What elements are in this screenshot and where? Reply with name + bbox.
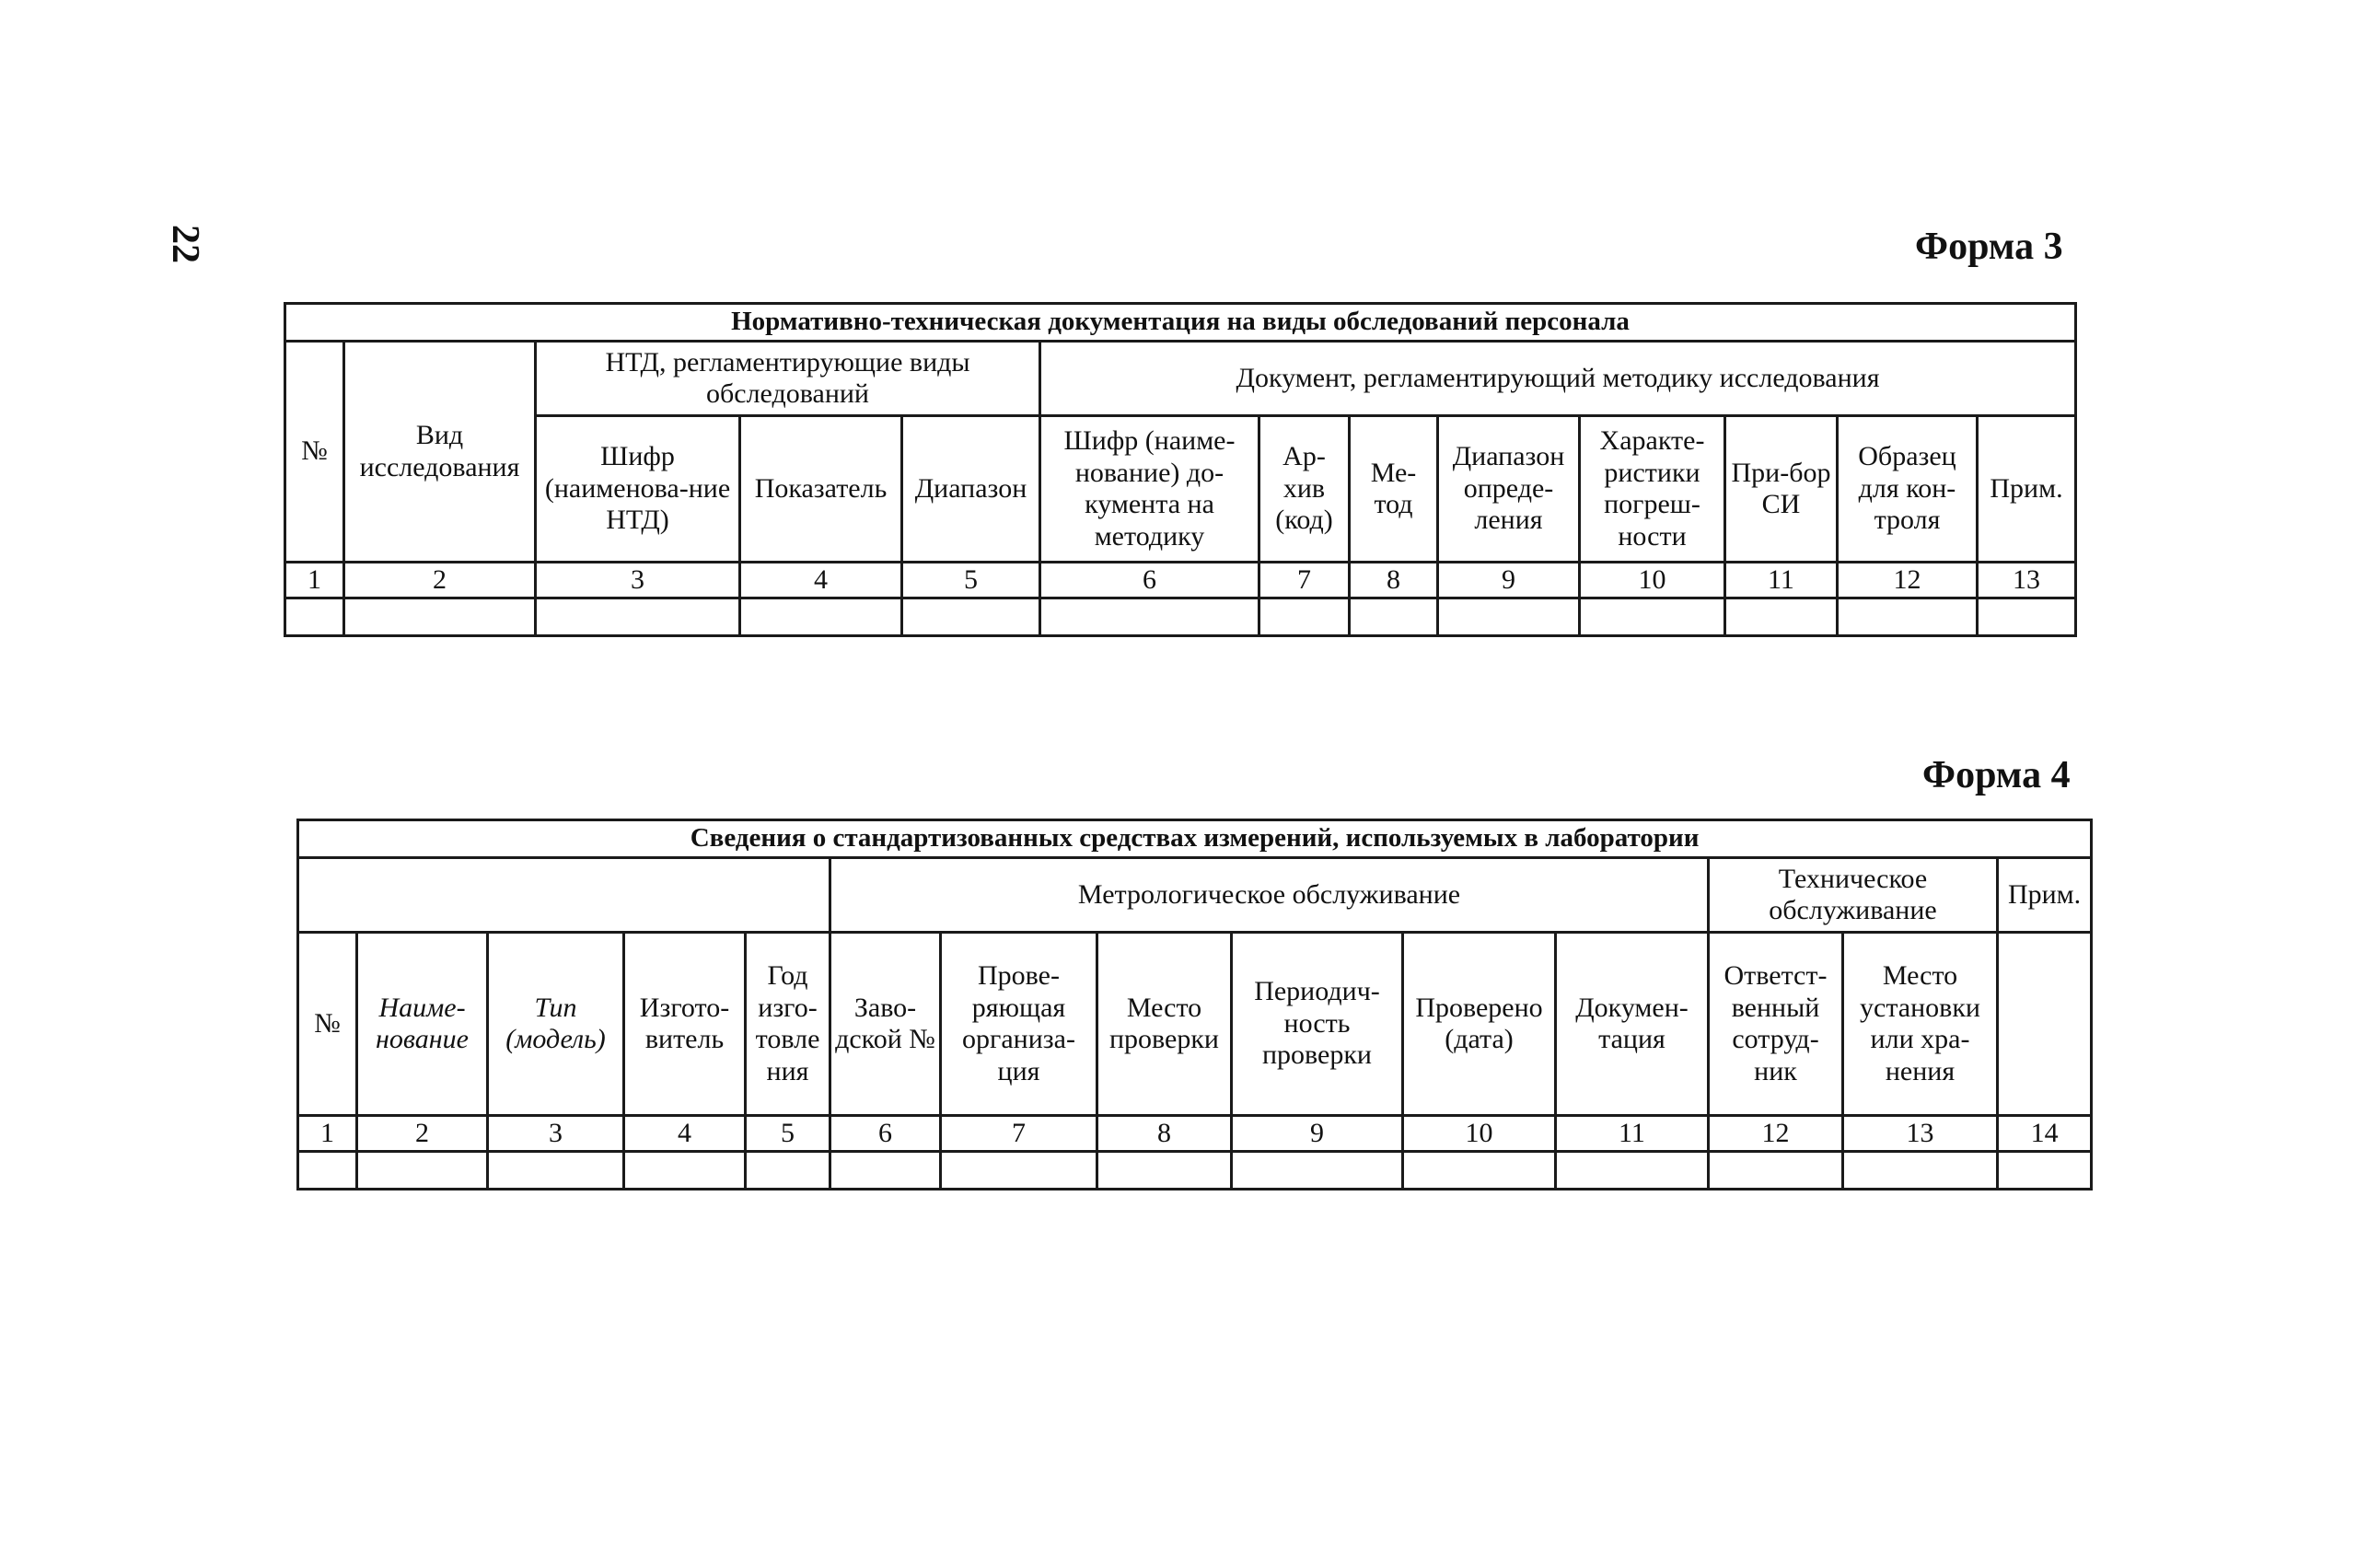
col-range-header: Диапазон xyxy=(902,416,1040,563)
col-study-type-header: Вид исследования xyxy=(344,342,536,563)
column-number: 13 xyxy=(1978,563,2076,598)
form4-title: Сведения о стандартизованных средствах измерений, используемых в лаборатории xyxy=(298,820,2092,858)
col-determination-range-header: Диапазон опреде-ления xyxy=(1438,416,1580,563)
column-number: 8 xyxy=(1350,563,1438,598)
column-number: 5 xyxy=(746,1116,830,1152)
column-number: 10 xyxy=(1580,563,1725,598)
col-instrument-header: При-бор СИ xyxy=(1725,416,1838,563)
column-number: 9 xyxy=(1438,563,1580,598)
col-note-header: Прим. xyxy=(1978,416,2076,563)
col-note-blank-header xyxy=(1998,933,2092,1116)
column-number: 2 xyxy=(357,1116,488,1152)
page-number: 22 xyxy=(164,225,206,263)
column-number: 1 xyxy=(298,1116,357,1152)
group-metrology-header: Метрологическое обслуживание xyxy=(830,858,1709,933)
column-number: 7 xyxy=(1259,563,1350,598)
form3-title: Нормативно-техническая документация на виды обследований персонала xyxy=(285,304,2076,342)
column-number: 4 xyxy=(624,1116,746,1152)
col-number-header: № xyxy=(285,342,344,563)
form3-empty-row xyxy=(285,598,2076,636)
column-number: 2 xyxy=(344,563,536,598)
column-number: 6 xyxy=(1040,563,1259,598)
group-technical-header: Техническое обслуживание xyxy=(1709,858,1998,933)
col-periodicity-header: Периодич-ность проверки xyxy=(1232,933,1403,1116)
col-control-sample-header: Образец для кон-троля xyxy=(1838,416,1978,563)
column-number: 7 xyxy=(941,1116,1097,1152)
column-number: 12 xyxy=(1709,1116,1843,1152)
col-name-header: Наиме-нование xyxy=(357,933,488,1116)
column-number: 8 xyxy=(1097,1116,1232,1152)
column-number: 6 xyxy=(830,1116,941,1152)
column-number: 9 xyxy=(1232,1116,1403,1152)
col-installation-place-header: Место установки или хра-нения xyxy=(1843,933,1998,1116)
col-verification-place-header: Место проверки xyxy=(1097,933,1232,1116)
group-method-doc-header: Документ, регламентирующий методику исследования xyxy=(1040,342,2076,416)
col-type-header: Тип (модель) xyxy=(488,933,624,1116)
form4-table xyxy=(296,819,2093,1191)
column-number: 5 xyxy=(902,563,1040,598)
column-number: 11 xyxy=(1556,1116,1709,1152)
col-error-characteristics-header: Характе-ристики погреш-ности xyxy=(1580,416,1725,563)
col-year-header: Год изго-товле ния xyxy=(746,933,830,1116)
form4-empty-row xyxy=(298,1152,2092,1190)
col-ntd-code-header: Шифр (наименова-ние НТД) xyxy=(536,416,740,563)
column-number: 14 xyxy=(1998,1116,2092,1152)
col-method-header: Ме-тод xyxy=(1350,416,1438,563)
col-verified-date-header: Проверено (дата) xyxy=(1403,933,1556,1116)
group-note-header: Прим. xyxy=(1998,858,2092,933)
col-method-doc-code-header: Шифр (наиме-нование) до-кумента на методику xyxy=(1040,416,1259,563)
column-number: 13 xyxy=(1843,1116,1998,1152)
form3-table xyxy=(284,302,2077,637)
column-number: 3 xyxy=(488,1116,624,1152)
col-documentation-header: Докумен-тация xyxy=(1556,933,1709,1116)
col-archive-header: Ар-хив (код) xyxy=(1259,416,1350,563)
form3-label: Форма 3 xyxy=(1915,226,2063,268)
form4-label: Форма 4 xyxy=(1922,754,2071,796)
column-number: 4 xyxy=(740,563,902,598)
group-ntd-header: НТД, регламентирующие виды обследований xyxy=(536,342,1040,416)
column-number: 1 xyxy=(285,563,344,598)
group-blank-header xyxy=(298,858,830,933)
column-number: 11 xyxy=(1725,563,1838,598)
col-serial-header: Заво-дской № xyxy=(830,933,941,1116)
col-manufacturer-header: Изгото-витель xyxy=(624,933,746,1116)
column-number: 10 xyxy=(1403,1116,1556,1152)
col-responsible-header: Ответст-венный сотруд-ник xyxy=(1709,933,1843,1116)
col-indicator-header: Показатель xyxy=(740,416,902,563)
col-number-header: № xyxy=(298,933,357,1116)
column-number: 12 xyxy=(1838,563,1978,598)
column-number: 3 xyxy=(536,563,740,598)
col-verifying-org-header: Прове-ряющая организа-ция xyxy=(941,933,1097,1116)
